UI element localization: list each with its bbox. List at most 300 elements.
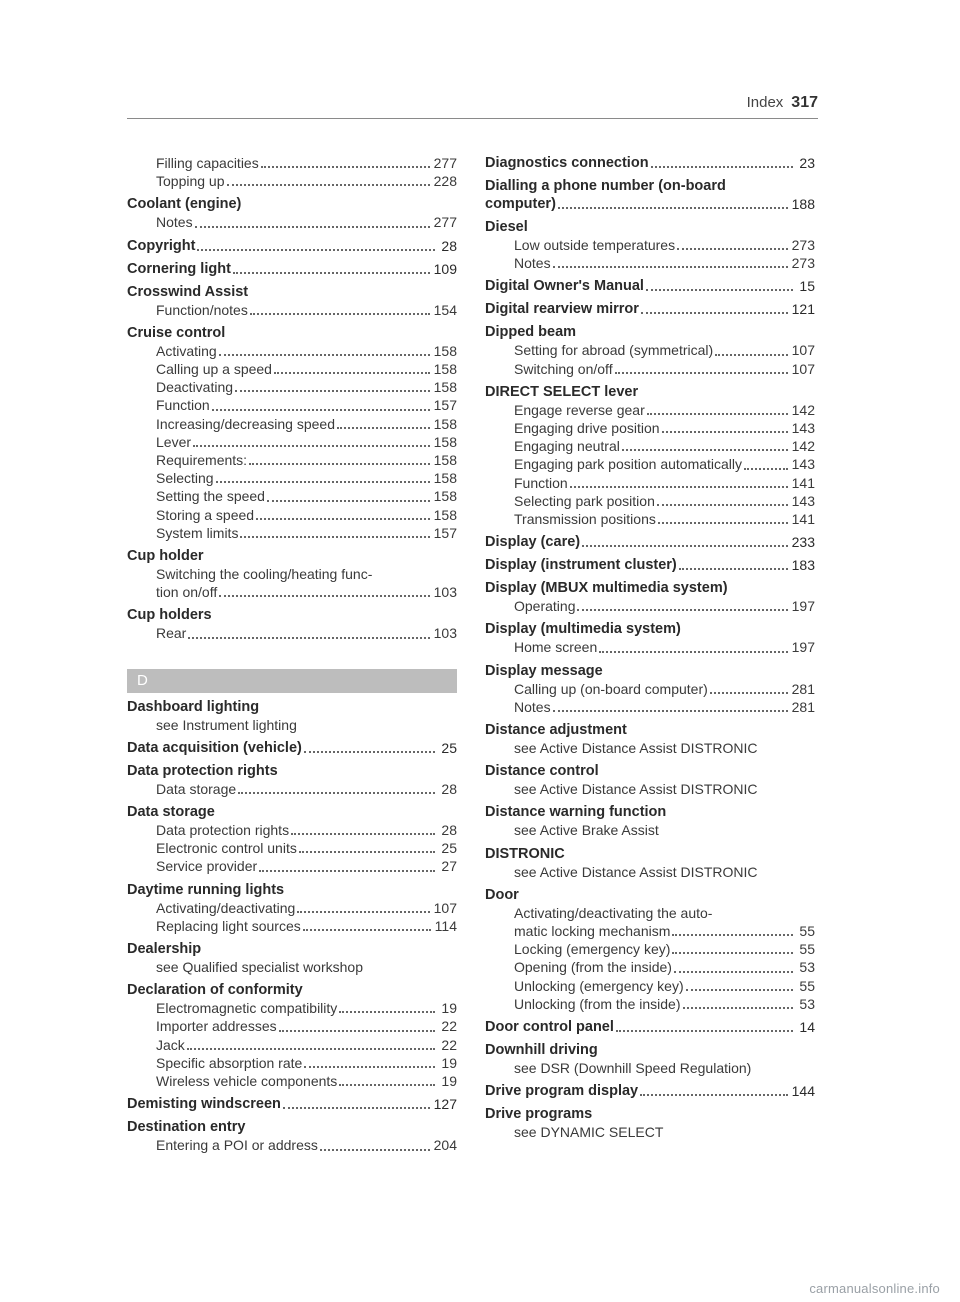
index-entry bbox=[127, 940, 457, 976]
heading-text: Door bbox=[485, 886, 519, 903]
page-reference[interactable]: 197 bbox=[791, 598, 815, 615]
index-heading[interactable] bbox=[485, 886, 815, 904]
index-subentry[interactable] bbox=[485, 904, 815, 922]
index-entry bbox=[127, 260, 457, 278]
subentry-text: Wireless vehicle components bbox=[156, 1073, 338, 1090]
dot-leader bbox=[339, 1011, 435, 1013]
page-reference[interactable]: 143 bbox=[791, 492, 815, 509]
page-reference[interactable]: 154 bbox=[433, 301, 457, 318]
page-reference[interactable]: 158 bbox=[433, 361, 457, 378]
subentry-text: see DYNAMIC SELECT bbox=[514, 1124, 664, 1141]
index-subentry[interactable] bbox=[485, 236, 815, 254]
index-heading[interactable] bbox=[485, 721, 815, 739]
index-heading[interactable] bbox=[127, 1095, 457, 1113]
subentry-text: Notes bbox=[156, 214, 193, 231]
index-heading[interactable] bbox=[127, 762, 457, 780]
index-entry bbox=[485, 1082, 815, 1100]
page-reference[interactable]: 158 bbox=[433, 433, 457, 450]
subentry-text: Topping up bbox=[156, 173, 225, 190]
dot-leader bbox=[195, 226, 430, 228]
index-subentry[interactable] bbox=[127, 172, 457, 190]
index-heading[interactable] bbox=[485, 323, 815, 341]
page-reference[interactable]: 15 bbox=[799, 278, 815, 295]
index-heading[interactable] bbox=[485, 300, 815, 318]
index-subentry[interactable] bbox=[127, 378, 457, 396]
index-subentry[interactable] bbox=[127, 565, 457, 583]
index-subentry[interactable] bbox=[127, 917, 457, 935]
dot-leader bbox=[227, 184, 430, 186]
heading-text: Destination entry bbox=[127, 1119, 246, 1136]
index-entry bbox=[485, 323, 815, 377]
page-reference[interactable]: 25 bbox=[441, 840, 457, 857]
heading-text: Daytime running lights bbox=[127, 881, 285, 898]
dot-leader bbox=[710, 692, 788, 694]
index-heading[interactable] bbox=[127, 1118, 457, 1136]
page-reference[interactable]: 142 bbox=[791, 438, 815, 455]
page-reference[interactable]: 197 bbox=[791, 639, 815, 656]
subentry-text: matic locking mechanism bbox=[514, 923, 671, 940]
subentry-text: see Active Distance Assist DISTRONIC bbox=[514, 781, 758, 798]
page-reference[interactable]: 273 bbox=[791, 237, 815, 253]
index-heading[interactable] bbox=[485, 845, 815, 863]
index-heading[interactable] bbox=[485, 620, 815, 638]
subentry-text: Engaging neutral bbox=[514, 438, 620, 455]
dot-leader bbox=[672, 952, 793, 954]
index-heading[interactable] bbox=[127, 881, 457, 899]
subentry-text: see Active Distance Assist DISTRONIC bbox=[514, 740, 758, 757]
dot-leader bbox=[261, 166, 430, 168]
index-entry bbox=[127, 981, 457, 1090]
index-subentry[interactable] bbox=[127, 857, 457, 875]
dot-leader bbox=[187, 1048, 435, 1050]
index-subentry[interactable] bbox=[127, 958, 457, 976]
dot-leader bbox=[219, 595, 429, 597]
section-title: Index bbox=[746, 94, 784, 111]
index-heading[interactable] bbox=[485, 154, 815, 172]
index-entry bbox=[127, 803, 457, 876]
page-reference[interactable]: 19 bbox=[441, 1073, 457, 1090]
page-reference[interactable]: 158 bbox=[433, 379, 457, 396]
index-subentry[interactable] bbox=[485, 401, 815, 419]
page-reference[interactable]: 23 bbox=[799, 155, 815, 171]
page-reference[interactable]: 107 bbox=[433, 899, 457, 916]
index-subentry[interactable] bbox=[485, 638, 815, 656]
header-label bbox=[747, 94, 818, 112]
heading-text: Diagnostics connection bbox=[485, 155, 649, 171]
page-reference[interactable]: 109 bbox=[433, 260, 457, 277]
subentry-text: Filling capacities bbox=[156, 155, 259, 171]
heading-text: Diesel bbox=[485, 219, 528, 235]
watermark: carmanualsonline.info bbox=[809, 1281, 940, 1296]
index-subentry[interactable] bbox=[127, 1017, 457, 1035]
page-reference[interactable]: 141 bbox=[791, 511, 815, 528]
index-subentry[interactable] bbox=[485, 977, 815, 995]
page-reference[interactable]: 158 bbox=[433, 470, 457, 487]
index-entry bbox=[127, 1095, 457, 1113]
index-subentry[interactable] bbox=[127, 1054, 457, 1072]
index-subentry[interactable] bbox=[485, 863, 815, 881]
index-subentry[interactable] bbox=[127, 506, 457, 524]
index-subentry[interactable] bbox=[127, 583, 457, 601]
index-heading[interactable] bbox=[485, 1018, 815, 1036]
index-subentry[interactable] bbox=[127, 821, 457, 839]
dot-leader bbox=[339, 1084, 435, 1086]
heading-text: Digital rearview mirror bbox=[485, 301, 639, 318]
index-heading[interactable] bbox=[127, 260, 457, 278]
dot-leader bbox=[337, 427, 430, 429]
index-heading[interactable] bbox=[127, 195, 457, 213]
heading-text: Display (multimedia system) bbox=[485, 621, 681, 638]
subentry-text: Calling up a speed bbox=[156, 361, 272, 378]
dot-leader bbox=[640, 1094, 788, 1096]
dot-leader bbox=[615, 372, 788, 374]
index-heading[interactable] bbox=[127, 981, 457, 999]
subentry-text: tion on/off bbox=[156, 584, 218, 601]
index-subentry[interactable] bbox=[127, 154, 457, 172]
index-column-left bbox=[127, 154, 457, 1160]
dot-leader bbox=[679, 568, 788, 570]
index-entry bbox=[485, 721, 815, 757]
index-subentry[interactable] bbox=[127, 524, 457, 542]
index-heading[interactable] bbox=[485, 195, 815, 213]
subentry-text: Replacing light sources bbox=[156, 917, 301, 934]
index-subentry[interactable] bbox=[485, 254, 815, 272]
dot-leader bbox=[291, 833, 435, 835]
index-heading[interactable] bbox=[127, 606, 457, 624]
index-heading[interactable] bbox=[485, 218, 815, 236]
dot-leader bbox=[683, 1007, 793, 1009]
index-heading[interactable] bbox=[485, 1105, 815, 1123]
index-entry bbox=[485, 277, 815, 295]
page-reference[interactable]: 55 bbox=[799, 977, 815, 994]
page-reference[interactable]: 273 bbox=[791, 255, 815, 272]
dot-leader bbox=[238, 792, 435, 794]
index-subentry[interactable] bbox=[127, 342, 457, 360]
subentry-text: Opening (from the inside) bbox=[514, 959, 672, 976]
subentry-text: Setting for abroad (symmetrical) bbox=[514, 342, 714, 359]
index-entry bbox=[485, 845, 815, 881]
index-heading[interactable] bbox=[127, 739, 457, 757]
dot-leader bbox=[657, 504, 788, 506]
index-subentry[interactable] bbox=[485, 995, 815, 1013]
index-heading[interactable] bbox=[485, 662, 815, 680]
subentry-text: Requirements: bbox=[156, 452, 248, 469]
subentry-text: see Active Distance Assist DISTRONIC bbox=[514, 863, 758, 880]
dot-leader bbox=[250, 313, 430, 315]
index-subentry[interactable] bbox=[127, 213, 457, 231]
index-subentry[interactable] bbox=[485, 780, 815, 798]
index-heading[interactable] bbox=[485, 533, 815, 551]
index-entry bbox=[485, 533, 815, 551]
heading-text: Distance adjustment bbox=[485, 722, 627, 739]
heading-text: Distance control bbox=[485, 763, 599, 780]
index-heading[interactable] bbox=[485, 177, 815, 195]
page-reference[interactable]: 158 bbox=[433, 506, 457, 523]
subentry-text: Notes bbox=[514, 698, 551, 715]
index-subentry[interactable] bbox=[485, 360, 815, 378]
index-heading[interactable] bbox=[485, 1082, 815, 1100]
page-reference[interactable]: 121 bbox=[791, 301, 815, 318]
heading-text: DISTRONIC bbox=[485, 845, 565, 862]
page-reference[interactable]: 53 bbox=[799, 995, 815, 1012]
page-reference[interactable]: 28 bbox=[441, 237, 457, 254]
index-subentry[interactable] bbox=[127, 487, 457, 505]
subentry-text: Notes bbox=[514, 255, 551, 272]
index-heading[interactable] bbox=[127, 698, 457, 716]
index-entry bbox=[485, 1018, 815, 1036]
index-entry bbox=[485, 300, 815, 318]
dot-leader bbox=[677, 248, 788, 250]
dot-leader bbox=[577, 609, 787, 611]
index-entry bbox=[485, 556, 815, 574]
index-subentry[interactable] bbox=[485, 510, 815, 528]
subentry-text: Low outside temperatures bbox=[514, 237, 676, 253]
index-heading[interactable] bbox=[127, 940, 457, 958]
subentry-text: Engaging drive position bbox=[514, 420, 660, 437]
index-heading[interactable] bbox=[485, 579, 815, 597]
dot-leader bbox=[304, 1066, 435, 1068]
index-subentry[interactable] bbox=[485, 341, 815, 359]
index-subentry[interactable] bbox=[127, 360, 457, 378]
index-subentry[interactable] bbox=[127, 999, 457, 1017]
index-subentry[interactable] bbox=[485, 419, 815, 437]
index-heading[interactable] bbox=[127, 237, 457, 255]
page-reference[interactable]: 204 bbox=[433, 1137, 457, 1154]
page-reference[interactable]: 55 bbox=[799, 923, 815, 940]
subentry-text: Operating bbox=[514, 598, 576, 615]
dot-leader bbox=[188, 637, 429, 639]
index-subentry[interactable] bbox=[127, 1136, 457, 1154]
index-entry bbox=[127, 606, 457, 642]
page-reference[interactable]: 158 bbox=[433, 342, 457, 359]
heading-text: Door control panel bbox=[485, 1019, 614, 1036]
dot-leader bbox=[616, 1030, 793, 1032]
dot-leader bbox=[686, 989, 793, 991]
page-reference[interactable]: 281 bbox=[791, 698, 815, 715]
index-entry bbox=[485, 620, 815, 656]
page-reference[interactable]: 14 bbox=[799, 1019, 815, 1036]
index-entry bbox=[485, 579, 815, 615]
page-reference[interactable]: 19 bbox=[441, 1054, 457, 1071]
heading-text: Demisting windscreen bbox=[127, 1096, 281, 1113]
index-entry bbox=[485, 177, 815, 213]
dot-leader bbox=[256, 518, 430, 520]
index-entry bbox=[485, 662, 815, 716]
index-subentry[interactable] bbox=[127, 716, 457, 734]
page-reference[interactable]: 107 bbox=[791, 342, 815, 359]
dot-leader bbox=[658, 522, 788, 524]
dot-leader bbox=[674, 971, 793, 973]
page-reference[interactable]: 158 bbox=[433, 488, 457, 505]
page-reference[interactable]: 28 bbox=[441, 822, 457, 839]
index-heading[interactable] bbox=[127, 324, 457, 342]
subentry-text: Storing a speed bbox=[156, 506, 255, 523]
page-reference[interactable]: 25 bbox=[441, 739, 457, 756]
index-heading[interactable] bbox=[127, 283, 457, 301]
index-entry bbox=[485, 886, 815, 1013]
subentry-text: Engage reverse gear bbox=[514, 401, 645, 418]
page-reference[interactable]: 277 bbox=[433, 155, 457, 171]
page-reference[interactable]: 107 bbox=[791, 360, 815, 377]
index-subentry[interactable] bbox=[485, 940, 815, 958]
heading-text: Coolant (engine) bbox=[127, 196, 242, 213]
page-reference[interactable]: 157 bbox=[433, 397, 457, 414]
dot-leader bbox=[249, 463, 430, 465]
dot-leader bbox=[297, 911, 429, 913]
dot-leader bbox=[259, 870, 435, 872]
subentry-text: Setting the speed bbox=[156, 488, 265, 505]
dot-leader bbox=[216, 481, 430, 483]
page-reference[interactable]: 158 bbox=[433, 415, 457, 432]
index-subentry[interactable] bbox=[127, 451, 457, 469]
subentry-text: Electronic control units bbox=[156, 840, 297, 857]
page-reference[interactable]: 27 bbox=[441, 858, 457, 875]
index-subentry[interactable] bbox=[485, 474, 815, 492]
dot-leader bbox=[240, 536, 429, 538]
page-reference[interactable]: 143 bbox=[791, 420, 815, 437]
page-reference[interactable]: 19 bbox=[441, 1000, 457, 1017]
index-entry bbox=[127, 154, 457, 190]
index-subentry[interactable] bbox=[485, 922, 815, 940]
page-reference[interactable]: 103 bbox=[433, 625, 457, 642]
index-subentry[interactable] bbox=[127, 1072, 457, 1090]
index-subentry[interactable] bbox=[485, 739, 815, 757]
page-reference[interactable]: 28 bbox=[441, 780, 457, 797]
subentry-text: Entering a POI or address bbox=[156, 1137, 318, 1154]
index-subentry[interactable] bbox=[127, 433, 457, 451]
dot-leader bbox=[553, 710, 788, 712]
page-reference[interactable]: 114 bbox=[434, 917, 457, 934]
index-subentry[interactable] bbox=[485, 437, 815, 455]
page-reference[interactable]: 277 bbox=[433, 214, 457, 231]
index-heading[interactable] bbox=[485, 762, 815, 780]
index-entry bbox=[127, 237, 457, 255]
dot-leader bbox=[212, 409, 430, 411]
dot-leader bbox=[558, 207, 788, 209]
subentry-text: see Qualified specialist workshop bbox=[156, 959, 363, 976]
subentry-text: Home screen bbox=[514, 639, 598, 656]
index-entry bbox=[127, 739, 457, 757]
subentry-text: Activating bbox=[156, 342, 217, 359]
index-heading[interactable] bbox=[127, 547, 457, 565]
index-subentry[interactable] bbox=[127, 780, 457, 798]
index-subentry[interactable] bbox=[127, 396, 457, 414]
dot-leader bbox=[672, 934, 793, 936]
page-reference[interactable]: 142 bbox=[791, 401, 815, 418]
page-reference[interactable]: 183 bbox=[791, 557, 815, 574]
subentry-text: Function bbox=[514, 474, 568, 491]
heading-text: Data storage bbox=[127, 804, 215, 821]
dot-leader bbox=[744, 468, 788, 470]
subentry-text: Increasing/decreasing speed bbox=[156, 415, 336, 432]
index-subentry[interactable] bbox=[485, 455, 815, 473]
page-reference[interactable]: 144 bbox=[791, 1083, 815, 1100]
heading-text: DIRECT SELECT lever bbox=[485, 383, 639, 400]
subentry-text: Switching on/off bbox=[514, 360, 613, 377]
index-heading[interactable] bbox=[127, 803, 457, 821]
dot-leader bbox=[646, 289, 793, 291]
index-subentry[interactable] bbox=[485, 821, 815, 839]
heading-text: Cup holders bbox=[127, 607, 212, 624]
dot-leader bbox=[622, 449, 788, 451]
index-heading[interactable] bbox=[485, 803, 815, 821]
dot-leader bbox=[570, 486, 788, 488]
index-subentry[interactable] bbox=[485, 1123, 815, 1141]
subentry-text: Specific absorption rate bbox=[156, 1054, 303, 1071]
index-subentry[interactable] bbox=[127, 839, 457, 857]
index-subentry[interactable] bbox=[127, 1036, 457, 1054]
index-subentry[interactable] bbox=[127, 469, 457, 487]
page-reference[interactable]: 281 bbox=[791, 680, 815, 697]
index-entry bbox=[127, 195, 457, 231]
index-subentry[interactable] bbox=[127, 624, 457, 642]
heading-text: Display (instrument cluster) bbox=[485, 557, 677, 574]
index-entry bbox=[127, 547, 457, 601]
heading-text: Distance warning function bbox=[485, 804, 667, 821]
index-heading[interactable] bbox=[485, 277, 815, 295]
index-heading[interactable] bbox=[485, 556, 815, 574]
dot-leader bbox=[233, 272, 430, 274]
page-reference[interactable]: 127 bbox=[433, 1096, 457, 1113]
subentry-text: Activating/deactivating the auto- bbox=[514, 904, 713, 921]
dot-leader bbox=[320, 1149, 430, 1151]
index-entry bbox=[127, 283, 457, 319]
letter-heading: D bbox=[127, 669, 457, 693]
subentry-text: Data protection rights bbox=[156, 822, 290, 839]
heading-text: Digital Owner's Manual bbox=[485, 278, 644, 295]
subentry-text: Lever bbox=[156, 433, 192, 450]
page-reference[interactable]: 157 bbox=[433, 524, 457, 541]
heading-text: computer) bbox=[485, 196, 556, 212]
page-reference[interactable]: 55 bbox=[799, 941, 815, 958]
index-subentry[interactable] bbox=[485, 698, 815, 716]
heading-text: Display (care) bbox=[485, 534, 581, 551]
index-subentry[interactable] bbox=[127, 301, 457, 319]
page-reference[interactable]: 22 bbox=[441, 1036, 457, 1053]
index-subentry[interactable] bbox=[485, 492, 815, 510]
heading-text: Drive program display bbox=[485, 1083, 639, 1100]
page-reference[interactable]: 188 bbox=[791, 196, 815, 212]
page-reference[interactable]: 158 bbox=[433, 452, 457, 469]
page-reference[interactable]: 141 bbox=[791, 474, 815, 491]
index-heading[interactable] bbox=[485, 1041, 815, 1059]
index-subentry[interactable] bbox=[485, 680, 815, 698]
page-reference[interactable]: 228 bbox=[433, 173, 457, 190]
index-subentry[interactable] bbox=[127, 415, 457, 433]
page-reference[interactable]: 22 bbox=[441, 1018, 457, 1035]
subentry-text: Calling up (on-board computer) bbox=[514, 680, 708, 697]
index-entry bbox=[485, 803, 815, 839]
dot-leader bbox=[582, 545, 788, 547]
dot-leader bbox=[303, 929, 431, 931]
index-subentry[interactable] bbox=[127, 899, 457, 917]
page-reference[interactable]: 103 bbox=[433, 584, 457, 601]
subentry-text: System limits bbox=[156, 524, 239, 541]
page-reference[interactable]: 233 bbox=[791, 534, 815, 551]
subentry-text: Importer addresses bbox=[156, 1018, 277, 1035]
page-reference[interactable]: 53 bbox=[799, 959, 815, 976]
page-header bbox=[127, 92, 818, 119]
index-subentry[interactable] bbox=[485, 597, 815, 615]
heading-text: Display message bbox=[485, 662, 603, 679]
dot-leader bbox=[553, 266, 788, 268]
index-subentry[interactable] bbox=[485, 1059, 815, 1077]
index-heading[interactable] bbox=[485, 383, 815, 401]
index-entry bbox=[485, 218, 815, 272]
index-entry bbox=[485, 762, 815, 798]
index-subentry[interactable] bbox=[485, 958, 815, 976]
page-reference[interactable]: 143 bbox=[791, 456, 815, 473]
